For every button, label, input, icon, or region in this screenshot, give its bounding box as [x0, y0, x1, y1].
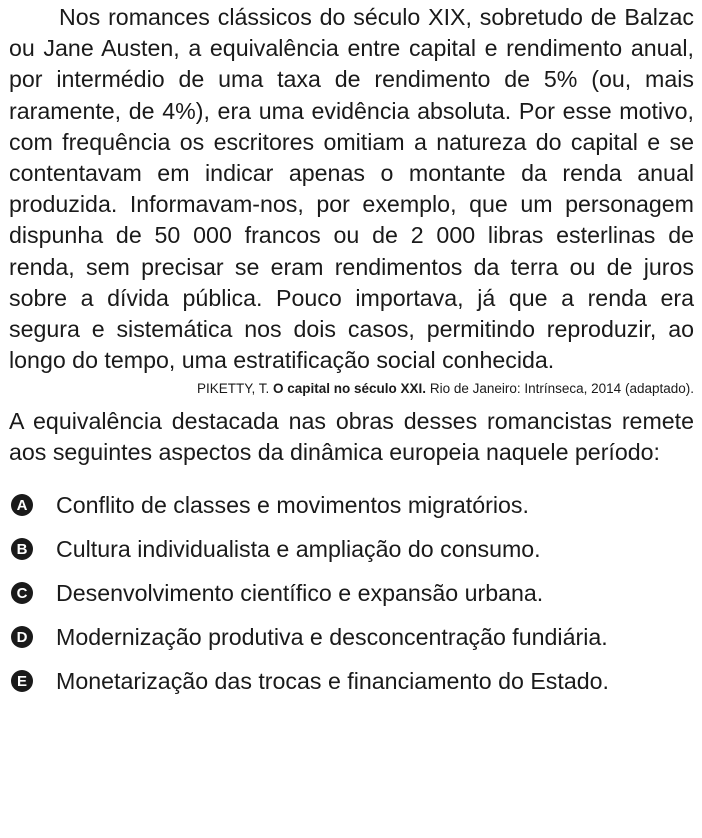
answer-options [9, 483, 694, 703]
option-e-text: Monetarização das trocas e financiamento do Estado. [56, 667, 609, 694]
option-c-text: Desenvolvimento científico e expansão urbana. [56, 579, 544, 606]
option-c-letter-badge: C [11, 582, 33, 604]
option-a-letter-badge: A [11, 494, 33, 516]
option-e[interactable] [9, 659, 694, 703]
option-d[interactable] [9, 615, 694, 659]
option-d-letter-badge: D [11, 626, 33, 648]
exam-question [0, 2, 702, 838]
option-a[interactable] [9, 483, 694, 527]
option-a-text: Conflito de classes e movimentos migratórios. [56, 491, 529, 518]
citation-author: PIKETTY, T. [196, 381, 270, 397]
option-b-letter-badge: B [11, 538, 33, 560]
option-b-text: Cultura individualista e ampliação do consumo. [56, 535, 541, 562]
option-e-letter-badge: E [11, 670, 33, 692]
question-stem: A equivalência destacada nas obras desses romancistas remete aos seguintes aspectos da dinâmica europeia naquele período: [9, 408, 694, 466]
citation-publisher: Rio de Janeiro: Intrínseca, 2014 (adaptado). [429, 381, 694, 397]
option-c[interactable] [9, 571, 694, 615]
passage-text: Nos romances clássicos do século XIX, sobretudo de Balzac ou Jane Austen, a equivalência entre capital e rendimento anual, por intermédio de uma taxa de rendimento de 5% (ou, mais raramente, de 4%), era uma evidência absoluta. Por esse motivo, com frequência os escritores omitiam a natureza do capital e se contentavam em indicar apenas o montante da renda anual produzida. Informavam-nos, por exemplo, que um personagem dispunha de 50 000 francos ou de 2 000 libras esterlinas de renda, sem precisar se eram rendimentos da terra ou de juros sobre a dívida pública. Pouco importava, já que a renda era segura e sistemática nos dois casos, permitindo reproduzir, ao longo do tempo, uma estratificação social conhecida. [9, 4, 694, 374]
option-b[interactable] [9, 527, 694, 571]
citation [9, 380, 694, 398]
citation-title: O capital no século XXI. [273, 381, 427, 397]
option-d-text: Modernização produtiva e desconcentração fundiária. [56, 623, 608, 650]
